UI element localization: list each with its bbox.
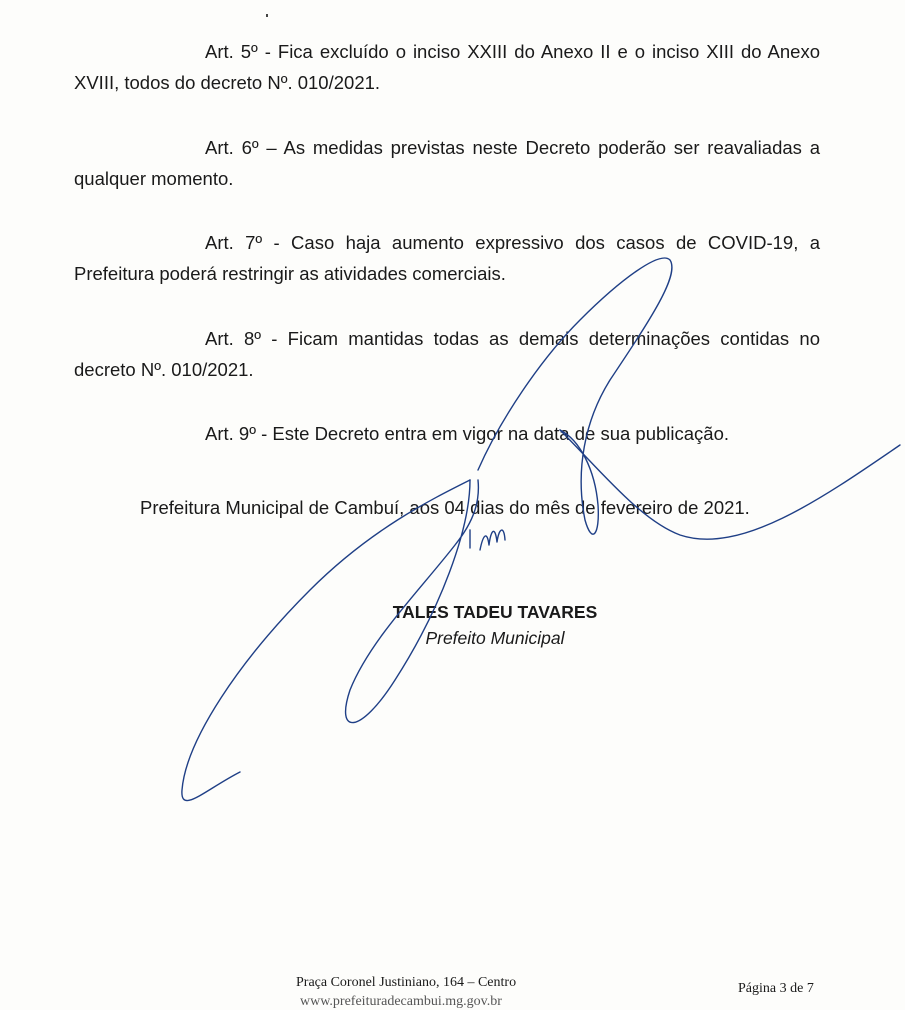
article-5: Art. 5º - Fica excluído o inciso XXIII do Anexo II e o inciso XIII do Anexo XVIII, todos do decreto Nº. 010/2021. <box>74 41 820 93</box>
page-number: Página 3 de 7 <box>738 981 814 996</box>
signatory-name: TALES TADEU TAVARES <box>392 602 598 622</box>
footer-address: Praça Coronel Justiniano, 164 – Centro <box>296 975 517 990</box>
article-6: Art. 6º – As medidas previstas neste Decreto poderão ser reavaliadas a qualquer momento. <box>74 137 820 189</box>
article-7: Art. 7º - Caso haja aumento expressivo dos casos de COVID-19, a Prefeitura poderá restringir as atividades comerciais. <box>74 232 820 284</box>
signatory-title: Prefeito Municipal <box>425 628 565 648</box>
article-9: Art. 9º - Este Decreto entra em vigor na data de sua publicação. <box>205 423 730 444</box>
footer-website[interactable]: www.prefeituradecambui.mg.gov.br <box>300 994 502 1009</box>
scan-speck <box>266 14 268 17</box>
article-8: Art. 8º - Ficam mantidas todas as demais determinações contidas no decreto Nº. 010/2021. <box>74 328 820 380</box>
closing-line: Prefeitura Municipal de Cambuí, aos 04 dias do mês de fevereiro de 2021. <box>140 497 750 518</box>
